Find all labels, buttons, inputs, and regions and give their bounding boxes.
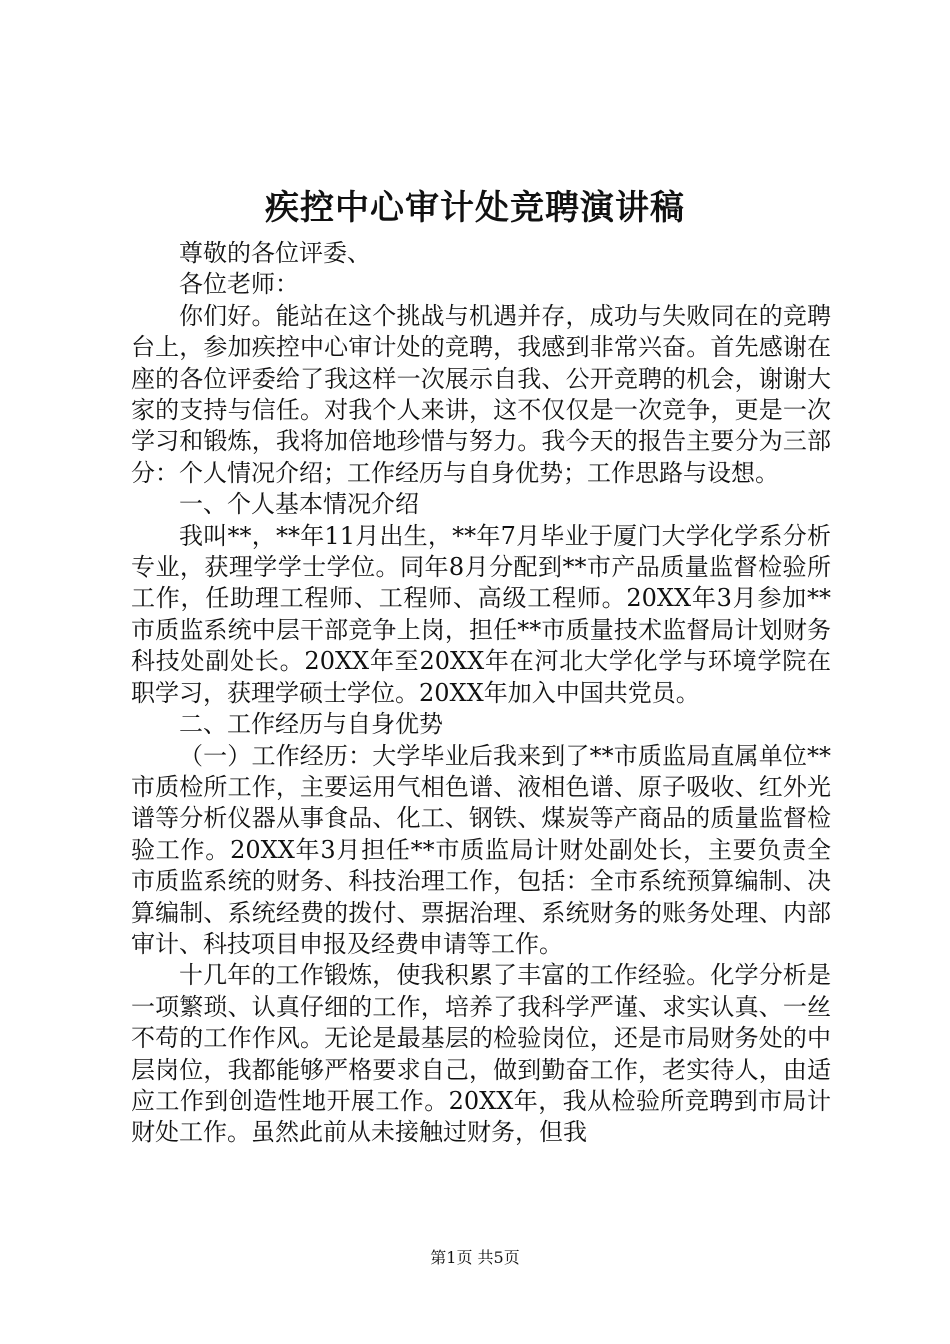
section-heading-2: 二、工作经历与自身优势: [179, 710, 443, 739]
section-heading-1: 一、个人基本情况介绍: [179, 490, 419, 519]
paragraph-salutation-2: 各位老师：: [179, 270, 299, 299]
paragraph-experience: 十几年的工作锻炼，使我积累了丰富的工作经验。化学分析是一项繁琐、认真仔细的工作，培养了我科学严谨、求实认真、一丝不苟的工作作风。无论是最基层的检验岗位，还是市局财务处的中层岗位，我都能够严格要求自己，做到勤奋工作，老实待人，由适应工作到创造性地开展工作。20XX年，我从检验所竞聘到市局计财处工作。虽然此前从未接触过财务，但我: [131, 961, 831, 1147]
paragraph-personal-info: 我叫**，**年11月出生，**年7月毕业于厦门大学化学系分析专业，获理学学士学位。同年8月分配到**市产品质量监督检验所工作，任助理工程师、工程师、高级工程师。20XX年3月参加**市质监系统中层干部竞争上岗，担任**市质量技术监督局计划财务科技处副处长。20XX年至20XX年在河北大学化学与环境学院在职学习，获理学硕士学位。20XX年加入中国共党员。: [131, 521, 831, 707]
paragraph-opening: 你们好。能站在这个挑战与机遇并存，成功与失败同在的竞聘台上，参加疾控中心审计处的竞聘，我感到非常兴奋。首先感谢在座的各位评委给了我这样一次展示自我、公开竞聘的机会，谢谢大家的支持与信任。对我个人来讲，这不仅仅是一次竞争，更是一次学习和锻炼，我将加倍地珍惜与努力。我今天的报告主要分为三部分：个人情况介绍；工作经历与自身优势；工作思路与设想。: [131, 301, 831, 487]
paragraph-work-history: （一）工作经历：大学毕业后我来到了**市质监局直属单位**市质检所工作，主要运用气相色谱、液相色谱、原子吸收、红外光谱等分析仪器从事食品、化工、钢铁、煤炭等产商品的质量监督检验工作。20XX年3月担任**市质监局计财处副处长，主要负责全市质监系统的财务、科技治理工作，包括：全市系统预算编制、决算编制、系统经费的拨付、票据治理、系统财务的账务处理、内部审计、科技项目申报及经费申请等工作。: [131, 741, 831, 958]
document-body: [131, 238, 831, 1149]
page-number-footer: 第1页 共5页: [430, 1248, 520, 1267]
paragraph-salutation-1: 尊敬的各位评委、: [179, 239, 371, 267]
document-title: 疾控中心审计处竞聘演讲稿: [265, 188, 685, 228]
